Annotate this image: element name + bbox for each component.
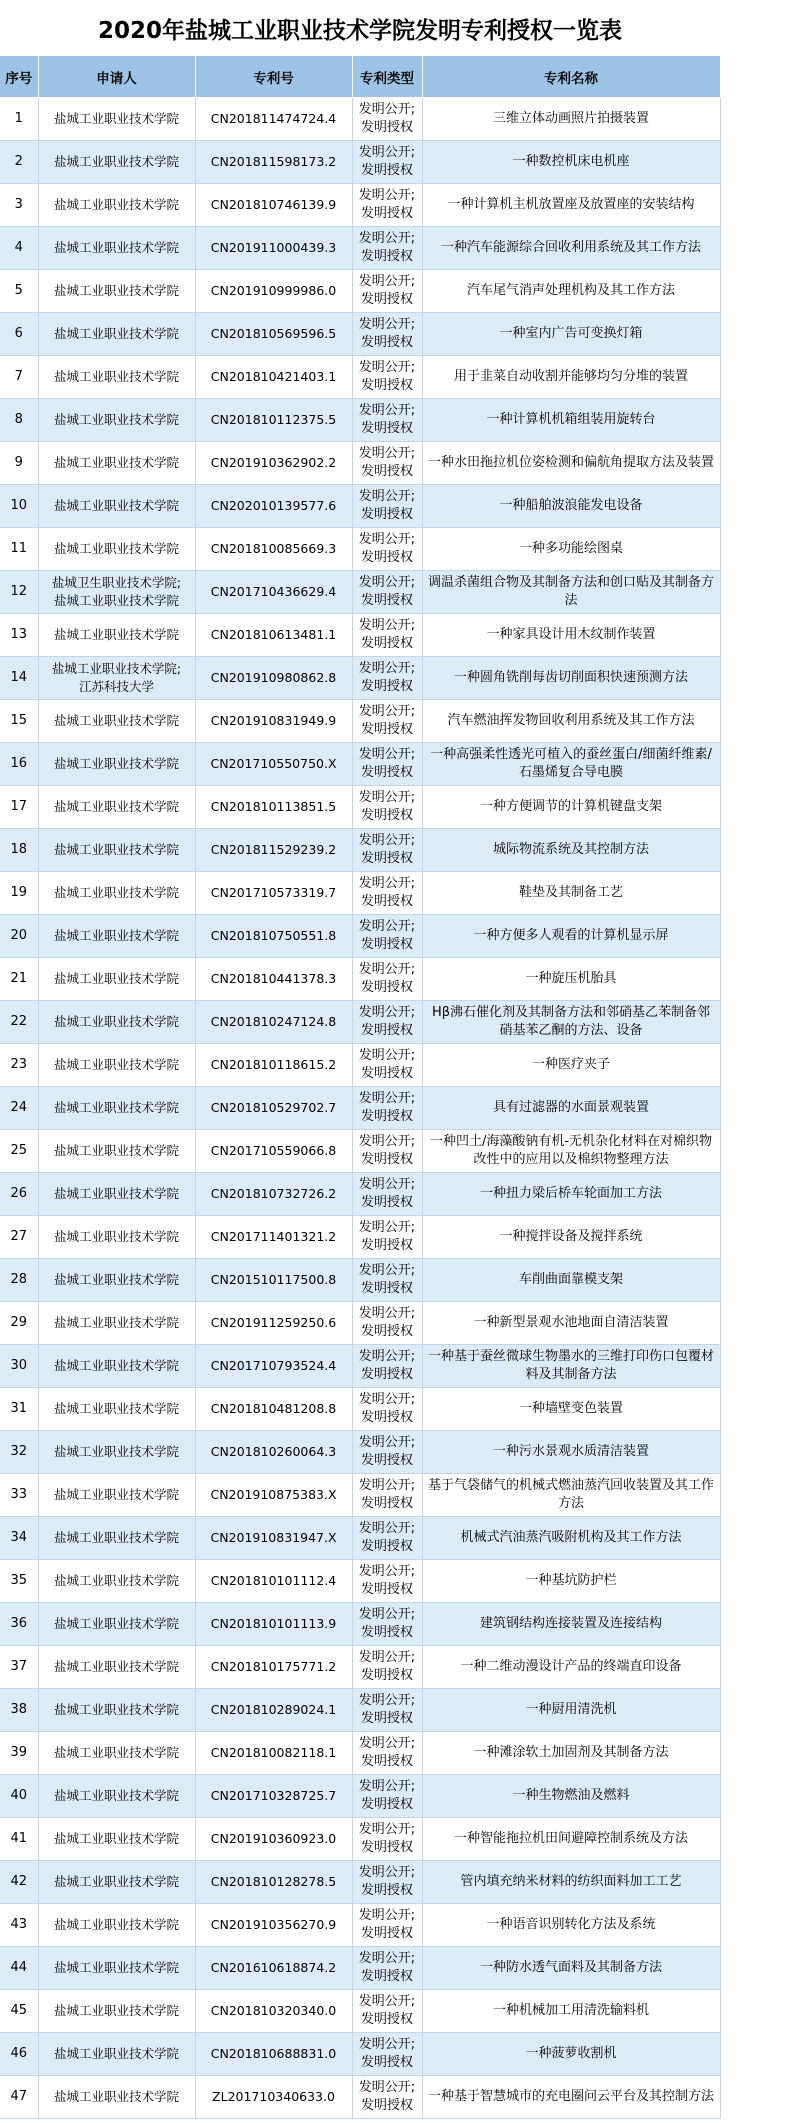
page-title: 2020年盐城工业职业技术学院发明专利授权一览表	[97, 17, 622, 44]
applicant-cell: 盐城工业职业技术学院	[38, 786, 195, 829]
table-row	[0, 915, 720, 958]
patent-type-cell: 发明公开; 发明授权	[352, 1302, 422, 1345]
applicant-cell: 盐城工业职业技术学院	[38, 442, 195, 485]
patent-name-cell: 一种生物燃油及燃料	[422, 1775, 720, 1818]
table-row	[0, 1947, 720, 1990]
row-index: 28	[0, 1259, 38, 1302]
header-patent-number: 专利号	[195, 56, 352, 98]
patent-number-cell: CN201810613481.1	[195, 614, 352, 657]
patent-number-cell: CN201910360923.0	[195, 1818, 352, 1861]
applicant-cell: 盐城工业职业技术学院	[38, 1001, 195, 1044]
patent-number-cell: CN201811529239.2	[195, 829, 352, 872]
patent-name-cell: 一种基于智慧城市的充电圈问云平台及其控制方法	[422, 2076, 720, 2119]
patent-type-cell: 发明公开; 发明授权	[352, 1044, 422, 1087]
patent-name-cell: 调温杀菌组合物及其制备方法和创口贴及其制备方法	[422, 571, 720, 614]
patent-name-cell: 一种水田拖拉机位姿检测和偏航角提取方法及装置	[422, 442, 720, 485]
patent-number-cell: CN201710793524.4	[195, 1345, 352, 1388]
header-patent-type: 专利类型	[352, 56, 422, 98]
patent-number-cell: CN202010139577.6	[195, 485, 352, 528]
table-row	[0, 356, 720, 399]
applicant-cell: 盐城工业职业技术学院	[38, 1904, 195, 1947]
patent-name-cell: 一种船舶波浪能发电设备	[422, 485, 720, 528]
applicant-cell: 盐城工业职业技术学院	[38, 915, 195, 958]
table-row	[0, 2076, 720, 2119]
applicant-cell: 盐城工业职业技术学院	[38, 1560, 195, 1603]
applicant-cell: 盐城工业职业技术学院	[38, 485, 195, 528]
applicant-cell: 盐城工业职业技术学院	[38, 1732, 195, 1775]
patent-number-cell: CN201810260064.3	[195, 1431, 352, 1474]
row-index: 19	[0, 872, 38, 915]
patent-type-cell: 发明公开; 发明授权	[352, 657, 422, 700]
patent-name-cell: 一种智能拖拉机田间避障控制系统及方法	[422, 1818, 720, 1861]
row-index: 2	[0, 141, 38, 184]
patent-number-cell: CN201710573319.7	[195, 872, 352, 915]
table-row	[0, 1818, 720, 1861]
header-patent-name: 专利名称	[422, 56, 720, 98]
applicant-cell: 盐城工业职业技术学院	[38, 1603, 195, 1646]
table-row	[0, 1087, 720, 1130]
row-index: 26	[0, 1173, 38, 1216]
row-index: 29	[0, 1302, 38, 1345]
table-row	[0, 1259, 720, 1302]
patent-number-cell: CN201710550750.X	[195, 743, 352, 786]
patent-type-cell: 发明公开; 发明授权	[352, 1388, 422, 1431]
patent-number-cell: CN201910362902.2	[195, 442, 352, 485]
patent-number-cell: CN201810750551.8	[195, 915, 352, 958]
table-row	[0, 1173, 720, 1216]
table-row	[0, 2033, 720, 2076]
patent-number-cell: CN201810421403.1	[195, 356, 352, 399]
row-index: 5	[0, 270, 38, 313]
row-index: 21	[0, 958, 38, 1001]
patent-name-cell: 汽车尾气消声处理机构及其工作方法	[422, 270, 720, 313]
applicant-cell: 盐城工业职业技术学院	[38, 270, 195, 313]
table-row	[0, 1646, 720, 1689]
table-row	[0, 657, 720, 700]
patent-type-cell: 发明公开; 发明授权	[352, 1689, 422, 1732]
patent-type-cell: 发明公开; 发明授权	[352, 1818, 422, 1861]
patent-name-cell: 一种污水景观水质清洁装置	[422, 1431, 720, 1474]
applicant-cell: 盐城工业职业技术学院	[38, 1861, 195, 1904]
table-body	[0, 98, 720, 2119]
row-index: 25	[0, 1130, 38, 1173]
row-index: 31	[0, 1388, 38, 1431]
applicant-cell: 盐城工业职业技术学院	[38, 1044, 195, 1087]
header-applicant: 申请人	[38, 56, 195, 98]
patent-number-cell: CN201810529702.7	[195, 1087, 352, 1130]
applicant-cell: 盐城工业职业技术学院	[38, 1259, 195, 1302]
row-index: 9	[0, 442, 38, 485]
row-index: 11	[0, 528, 38, 571]
patent-number-cell: CN201711401321.2	[195, 1216, 352, 1259]
patent-name-cell: 一种高强柔性透光可植入的蚕丝蛋白/细菌纤维素/石墨烯复合导电膜	[422, 743, 720, 786]
table-row	[0, 1775, 720, 1818]
row-index: 47	[0, 2076, 38, 2119]
row-index: 30	[0, 1345, 38, 1388]
applicant-cell: 盐城工业职业技术学院	[38, 1474, 195, 1517]
row-index: 7	[0, 356, 38, 399]
applicant-cell: 盐城工业职业技术学院	[38, 227, 195, 270]
applicant-cell: 盐城工业职业技术学院	[38, 313, 195, 356]
applicant-cell: 盐城工业职业技术学院	[38, 2033, 195, 2076]
applicant-cell: 盐城工业职业技术学院	[38, 2076, 195, 2119]
patent-number-cell: CN201610618874.2	[195, 1947, 352, 1990]
patent-name-cell: 鞋垫及其制备工艺	[422, 872, 720, 915]
table-row	[0, 270, 720, 313]
patent-type-cell: 发明公开; 发明授权	[352, 1001, 422, 1044]
patent-type-cell: 发明公开; 发明授权	[352, 1861, 422, 1904]
patent-number-cell: CN201911000439.3	[195, 227, 352, 270]
patent-type-cell: 发明公开; 发明授权	[352, 1947, 422, 1990]
patent-name-cell: 一种圆角铣削每齿切削面积快速预测方法	[422, 657, 720, 700]
row-index: 27	[0, 1216, 38, 1259]
patent-name-cell: 机械式汽油蒸汽吸附机构及其工作方法	[422, 1517, 720, 1560]
table-header	[0, 56, 720, 98]
patent-number-cell: CN201810289024.1	[195, 1689, 352, 1732]
row-index: 22	[0, 1001, 38, 1044]
patent-number-cell: CN201911259250.6	[195, 1302, 352, 1345]
row-index: 38	[0, 1689, 38, 1732]
patent-type-cell: 发明公开; 发明授权	[352, 1560, 422, 1603]
patent-number-cell: CN201910356270.9	[195, 1904, 352, 1947]
row-index: 10	[0, 485, 38, 528]
row-index: 13	[0, 614, 38, 657]
patent-name-cell: 一种医疗夹子	[422, 1044, 720, 1087]
row-index: 37	[0, 1646, 38, 1689]
applicant-cell: 盐城工业职业技术学院	[38, 1646, 195, 1689]
table-row	[0, 614, 720, 657]
patent-type-cell: 发明公开; 发明授权	[352, 1517, 422, 1560]
patent-name-cell: 一种搅拌设备及搅拌系统	[422, 1216, 720, 1259]
row-index: 46	[0, 2033, 38, 2076]
patent-number-cell: CN201810101113.9	[195, 1603, 352, 1646]
patent-number-cell: CN201810441378.3	[195, 958, 352, 1001]
patent-number-cell: CN201810085669.3	[195, 528, 352, 571]
row-index: 44	[0, 1947, 38, 1990]
patent-number-cell: CN201910875383.X	[195, 1474, 352, 1517]
header-index: 序号	[0, 56, 38, 98]
patent-type-cell: 发明公开; 发明授权	[352, 1603, 422, 1646]
table-row	[0, 1861, 720, 1904]
patent-type-cell: 发明公开; 发明授权	[352, 227, 422, 270]
patent-name-cell: 一种新型景观水池地面自清洁装置	[422, 1302, 720, 1345]
row-index: 34	[0, 1517, 38, 1560]
row-index: 35	[0, 1560, 38, 1603]
applicant-cell: 盐城工业职业技术学院	[38, 1087, 195, 1130]
table-row	[0, 528, 720, 571]
applicant-cell: 盐城工业职业技术学院	[38, 98, 195, 141]
patent-type-cell: 发明公开; 发明授权	[352, 528, 422, 571]
patent-name-cell: 用于韭菜自动收割并能够均匀分堆的装置	[422, 356, 720, 399]
row-index: 43	[0, 1904, 38, 1947]
patent-number-cell: ZL201710340633.0	[195, 2076, 352, 2119]
patent-name-cell: 城际物流系统及其控制方法	[422, 829, 720, 872]
patent-name-cell: 一种家具设计用木纹制作装置	[422, 614, 720, 657]
applicant-cell: 盐城工业职业技术学院	[38, 1990, 195, 2033]
patent-type-cell: 发明公开; 发明授权	[352, 1904, 422, 1947]
patent-number-cell: CN201810247124.8	[195, 1001, 352, 1044]
applicant-cell: 盐城工业职业技术学院	[38, 399, 195, 442]
row-index: 45	[0, 1990, 38, 2033]
table-row	[0, 743, 720, 786]
header-row	[0, 56, 720, 98]
patent-type-cell: 发明公开; 发明授权	[352, 571, 422, 614]
patent-type-cell: 发明公开; 发明授权	[352, 1775, 422, 1818]
table-row	[0, 1431, 720, 1474]
patent-number-cell: CN201810175771.2	[195, 1646, 352, 1689]
patent-type-cell: 发明公开; 发明授权	[352, 313, 422, 356]
table-row	[0, 1689, 720, 1732]
patent-number-cell: CN201810113851.5	[195, 786, 352, 829]
applicant-cell: 盐城工业职业技术学院	[38, 356, 195, 399]
patent-type-cell: 发明公开; 发明授权	[352, 1474, 422, 1517]
patent-number-cell: CN201910831949.9	[195, 700, 352, 743]
patent-type-cell: 发明公开; 发明授权	[352, 1431, 422, 1474]
patent-number-cell: CN201810320340.0	[195, 1990, 352, 2033]
patent-name-cell: 一种方便调节的计算机键盘支架	[422, 786, 720, 829]
table-row	[0, 313, 720, 356]
table-row	[0, 1603, 720, 1646]
table-row	[0, 184, 720, 227]
applicant-cell: 盐城工业职业技术学院	[38, 1818, 195, 1861]
row-index: 18	[0, 829, 38, 872]
applicant-cell: 盐城工业职业技术学院	[38, 614, 195, 657]
patent-number-cell: CN201910980862.8	[195, 657, 352, 700]
patent-type-cell: 发明公开; 发明授权	[352, 2076, 422, 2119]
table-row	[0, 1044, 720, 1087]
table-row	[0, 1388, 720, 1431]
row-index: 23	[0, 1044, 38, 1087]
row-index: 1	[0, 98, 38, 141]
patent-type-cell: 发明公开; 发明授权	[352, 700, 422, 743]
row-index: 20	[0, 915, 38, 958]
applicant-cell: 盐城工业职业技术学院	[38, 1130, 195, 1173]
table-row	[0, 1732, 720, 1775]
table-row	[0, 786, 720, 829]
table-row	[0, 1474, 720, 1517]
table-row	[0, 1560, 720, 1603]
patent-number-cell: CN201811474724.4	[195, 98, 352, 141]
row-index: 8	[0, 399, 38, 442]
applicant-cell: 盐城工业职业技术学院	[38, 958, 195, 1001]
row-index: 16	[0, 743, 38, 786]
row-index: 39	[0, 1732, 38, 1775]
table-row	[0, 1302, 720, 1345]
applicant-cell: 盐城工业职业技术学院	[38, 1216, 195, 1259]
patent-name-cell: 车削曲面靠模支架	[422, 1259, 720, 1302]
row-index: 4	[0, 227, 38, 270]
row-index: 32	[0, 1431, 38, 1474]
table-row	[0, 829, 720, 872]
table-row	[0, 227, 720, 270]
patent-name-cell: 一种基坑防护栏	[422, 1560, 720, 1603]
patent-name-cell: 一种扭力梁后桥车轮面加工方法	[422, 1173, 720, 1216]
applicant-cell: 盐城工业职业技术学院	[38, 184, 195, 227]
patent-name-cell: 一种凹土/海藻酸钠有机-无机杂化材料在对棉织物改性中的应用以及棉织物整理方法	[422, 1130, 720, 1173]
patent-type-cell: 发明公开; 发明授权	[352, 743, 422, 786]
applicant-cell: 盐城工业职业技术学院	[38, 872, 195, 915]
patent-type-cell: 发明公开; 发明授权	[352, 2033, 422, 2076]
table-row	[0, 1216, 720, 1259]
table-row	[0, 1904, 720, 1947]
applicant-cell: 盐城工业职业技术学院	[38, 1431, 195, 1474]
patent-number-cell: CN201810746139.9	[195, 184, 352, 227]
patent-name-cell: 一种机械加工用清洗输料机	[422, 1990, 720, 2033]
applicant-cell: 盐城工业职业技术学院	[38, 1388, 195, 1431]
patent-name-cell: 一种计算机主机放置座及放置座的安装结构	[422, 184, 720, 227]
patent-number-cell: CN201810569596.5	[195, 313, 352, 356]
patent-type-cell: 发明公开; 发明授权	[352, 98, 422, 141]
patent-type-cell: 发明公开; 发明授权	[352, 958, 422, 1001]
patent-number-cell: CN201810481208.8	[195, 1388, 352, 1431]
table-row	[0, 872, 720, 915]
applicant-cell: 盐城卫生职业技术学院; 盐城工业职业技术学院	[38, 571, 195, 614]
patent-name-cell: 一种室内广告可变换灯箱	[422, 313, 720, 356]
patent-type-cell: 发明公开; 发明授权	[352, 1259, 422, 1302]
patent-number-cell: CN201810082118.1	[195, 1732, 352, 1775]
table-row	[0, 399, 720, 442]
table-row	[0, 958, 720, 1001]
table-row	[0, 571, 720, 614]
table-row	[0, 1345, 720, 1388]
applicant-cell: 盐城工业职业技术学院	[38, 1947, 195, 1990]
row-index: 12	[0, 571, 38, 614]
table-row	[0, 442, 720, 485]
patent-name-cell: 一种基于蚕丝微球生物墨水的三维打印伤口包覆材料及其制备方法	[422, 1345, 720, 1388]
table-row	[0, 98, 720, 141]
patent-type-cell: 发明公开; 发明授权	[352, 829, 422, 872]
table-row	[0, 485, 720, 528]
row-index: 24	[0, 1087, 38, 1130]
patent-type-cell: 发明公开; 发明授权	[352, 356, 422, 399]
patent-name-cell: 一种方便多人观看的计算机显示屏	[422, 915, 720, 958]
row-index: 36	[0, 1603, 38, 1646]
patent-table	[0, 56, 721, 2119]
patent-type-cell: 发明公开; 发明授权	[352, 614, 422, 657]
patent-number-cell: CN201811598173.2	[195, 141, 352, 184]
patent-name-cell: 一种旋压机胎具	[422, 958, 720, 1001]
patent-name-cell: 管内填充纳米材料的纺织面料加工工艺	[422, 1861, 720, 1904]
row-index: 41	[0, 1818, 38, 1861]
patent-number-cell: CN201810732726.2	[195, 1173, 352, 1216]
applicant-cell: 盐城工业职业技术学院	[38, 743, 195, 786]
table-row	[0, 1517, 720, 1560]
patent-name-cell: 一种菠萝收割机	[422, 2033, 720, 2076]
applicant-cell: 盐城工业职业技术学院	[38, 1689, 195, 1732]
applicant-cell: 盐城工业职业技术学院	[38, 1345, 195, 1388]
row-index: 33	[0, 1474, 38, 1517]
patent-type-cell: 发明公开; 发明授权	[352, 1087, 422, 1130]
table-row	[0, 1990, 720, 2033]
applicant-cell: 盐城工业职业技术学院	[38, 1775, 195, 1818]
patent-type-cell: 发明公开; 发明授权	[352, 270, 422, 313]
row-index: 40	[0, 1775, 38, 1818]
applicant-cell: 盐城工业职业技术学院	[38, 700, 195, 743]
row-index: 17	[0, 786, 38, 829]
row-index: 15	[0, 700, 38, 743]
patent-name-cell: 一种厨用清洗机	[422, 1689, 720, 1732]
patent-name-cell: 具有过滤器的水面景观装置	[422, 1087, 720, 1130]
patent-name-cell: 基于气袋储气的机械式燃油蒸汽回收装置及其工作方法	[422, 1474, 720, 1517]
patent-name-cell: 一种多功能绘图桌	[422, 528, 720, 571]
patent-number-cell: CN201710436629.4	[195, 571, 352, 614]
patent-number-cell: CN201910831947.X	[195, 1517, 352, 1560]
row-index: 14	[0, 657, 38, 700]
patent-name-cell: 一种汽车能源综合回收利用系统及其工作方法	[422, 227, 720, 270]
patent-name-cell: 一种语音识别转化方法及系统	[422, 1904, 720, 1947]
patent-type-cell: 发明公开; 发明授权	[352, 1646, 422, 1689]
patent-number-cell: CN201810688831.0	[195, 2033, 352, 2076]
row-index: 3	[0, 184, 38, 227]
patent-type-cell: 发明公开; 发明授权	[352, 1990, 422, 2033]
table-row	[0, 700, 720, 743]
applicant-cell: 盐城工业职业技术学院	[38, 1173, 195, 1216]
table-row	[0, 1001, 720, 1044]
applicant-cell: 盐城工业职业技术学院; 江苏科技大学	[38, 657, 195, 700]
patent-type-cell: 发明公开; 发明授权	[352, 786, 422, 829]
row-index: 6	[0, 313, 38, 356]
row-index: 42	[0, 1861, 38, 1904]
patent-number-cell: CN201510117500.8	[195, 1259, 352, 1302]
patent-type-cell: 发明公开; 发明授权	[352, 872, 422, 915]
patent-name-cell: 一种二维动漫设计产品的终端直印设备	[422, 1646, 720, 1689]
patent-type-cell: 发明公开; 发明授权	[352, 1173, 422, 1216]
patent-type-cell: 发明公开; 发明授权	[352, 442, 422, 485]
patent-name-cell: 一种防水透气面料及其制备方法	[422, 1947, 720, 1990]
patent-type-cell: 发明公开; 发明授权	[352, 1216, 422, 1259]
table-row	[0, 141, 720, 184]
patent-number-cell: CN201710328725.7	[195, 1775, 352, 1818]
patent-type-cell: 发明公开; 发明授权	[352, 184, 422, 227]
patent-type-cell: 发明公开; 发明授权	[352, 485, 422, 528]
patent-type-cell: 发明公开; 发明授权	[352, 1345, 422, 1388]
applicant-cell: 盐城工业职业技术学院	[38, 1302, 195, 1345]
patent-name-cell: 一种数控机床电机座	[422, 141, 720, 184]
patent-type-cell: 发明公开; 发明授权	[352, 915, 422, 958]
patent-number-cell: CN201810118615.2	[195, 1044, 352, 1087]
applicant-cell: 盐城工业职业技术学院	[38, 141, 195, 184]
patent-type-cell: 发明公开; 发明授权	[352, 1130, 422, 1173]
applicant-cell: 盐城工业职业技术学院	[38, 829, 195, 872]
patent-number-cell: CN201910999986.0	[195, 270, 352, 313]
patent-type-cell: 发明公开; 发明授权	[352, 1732, 422, 1775]
applicant-cell: 盐城工业职业技术学院	[38, 528, 195, 571]
patent-number-cell: CN201810128278.5	[195, 1861, 352, 1904]
patent-name-cell: 建筑钢结构连接装置及连接结构	[422, 1603, 720, 1646]
patent-name-cell: Hβ沸石催化剂及其制备方法和邻硝基乙苯制备邻硝基苯乙酮的方法、设备	[422, 1001, 720, 1044]
patent-name-cell: 一种滩涂软土加固剂及其制备方法	[422, 1732, 720, 1775]
patent-name-cell: 三维立体动画照片拍摄装置	[422, 98, 720, 141]
patent-number-cell: CN201710559066.8	[195, 1130, 352, 1173]
patent-type-cell: 发明公开; 发明授权	[352, 399, 422, 442]
patent-name-cell: 一种计算机机箱组装用旋转台	[422, 399, 720, 442]
patent-name-cell: 一种墙壁变色装置	[422, 1388, 720, 1431]
patent-number-cell: CN201810101112.4	[195, 1560, 352, 1603]
patent-number-cell: CN201810112375.5	[195, 399, 352, 442]
patent-type-cell: 发明公开; 发明授权	[352, 141, 422, 184]
applicant-cell: 盐城工业职业技术学院	[38, 1517, 195, 1560]
patent-name-cell: 汽车燃油挥发物回收利用系统及其工作方法	[422, 700, 720, 743]
table-row	[0, 1130, 720, 1173]
